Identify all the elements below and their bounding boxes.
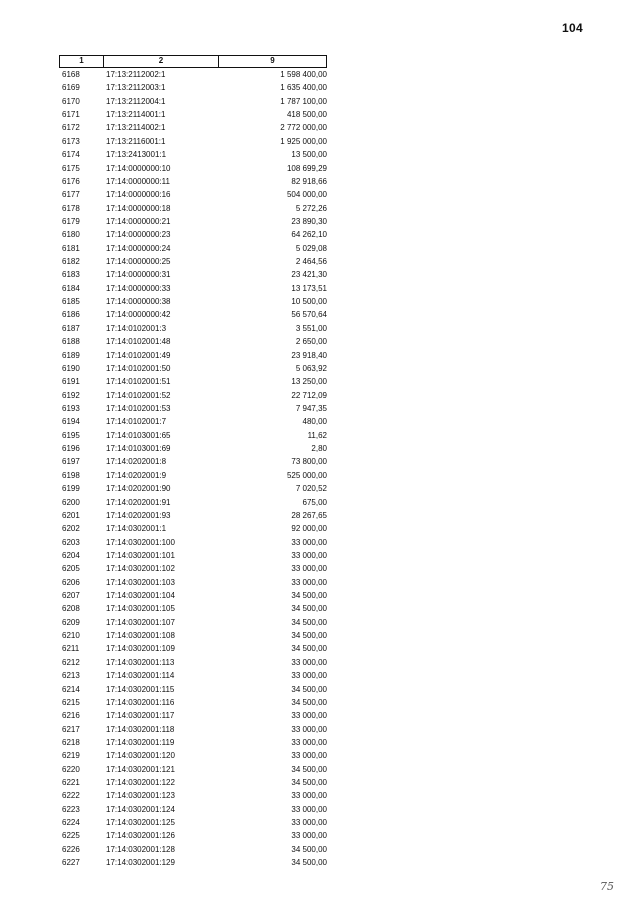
cadastral-number-cell: 17:13:2112003:1 — [106, 83, 166, 93]
table-row — [59, 789, 327, 802]
table-row — [59, 843, 327, 856]
table-row — [59, 562, 327, 575]
row-number-cell: 6195 — [62, 430, 80, 440]
table-row — [59, 856, 327, 869]
value-cell: 34 500,00 — [291, 591, 327, 601]
cadastral-number-cell: 17:14:0302001:116 — [106, 697, 175, 707]
cadastral-number-cell: 17:14:0302001:102 — [106, 564, 175, 574]
cadastral-number-cell: 17:14:0302001:123 — [106, 791, 175, 801]
cadastral-number-cell: 17:14:0302001:122 — [106, 778, 175, 788]
value-cell: 2 650,00 — [295, 337, 327, 347]
value-cell: 34 500,00 — [291, 764, 327, 774]
row-number-cell: 6223 — [62, 804, 80, 814]
table-row — [59, 415, 327, 428]
row-number-cell: 6217 — [62, 724, 80, 734]
table-row — [59, 509, 327, 522]
value-cell: 13 250,00 — [291, 377, 327, 387]
cadastral-number-cell: 17:14:0000000:23 — [106, 230, 171, 240]
row-number-cell: 6182 — [62, 257, 80, 267]
table-body — [59, 68, 327, 870]
cadastral-number-cell: 17:14:0102001:49 — [106, 350, 171, 360]
cadastral-number-cell: 17:14:0302001:1 — [106, 524, 167, 534]
row-number-cell: 6220 — [62, 764, 80, 774]
value-cell: 33 000,00 — [291, 751, 327, 761]
table-row — [59, 95, 327, 108]
value-cell: 13 500,00 — [291, 150, 327, 160]
row-number-cell: 6186 — [62, 310, 80, 320]
table-row — [59, 629, 327, 642]
cadastral-number-cell: 17:14:0102001:7 — [106, 417, 167, 427]
value-cell: 418 500,00 — [286, 110, 327, 120]
value-cell: 33 000,00 — [291, 564, 327, 574]
row-number-cell: 6200 — [62, 497, 80, 507]
row-number-cell: 6214 — [62, 684, 80, 694]
cadastral-number-cell: 17:14:0302001:101 — [106, 550, 175, 560]
table-row — [59, 389, 327, 402]
cadastral-number-cell: 17:14:0102001:51 — [106, 377, 171, 387]
value-cell: 34 500,00 — [291, 858, 327, 868]
value-cell: 33 000,00 — [291, 724, 327, 734]
table-row — [59, 669, 327, 682]
value-cell: 34 500,00 — [291, 697, 327, 707]
row-number-cell: 6192 — [62, 390, 80, 400]
row-number-cell: 6198 — [62, 470, 80, 480]
row-number-cell: 6181 — [62, 243, 80, 253]
row-number-cell: 6175 — [62, 163, 80, 173]
cadastral-number-cell: 17:14:0102001:53 — [106, 403, 171, 413]
value-cell: 34 500,00 — [291, 604, 327, 614]
table-row — [59, 736, 327, 749]
value-cell: 33 000,00 — [291, 831, 327, 841]
value-cell: 33 000,00 — [291, 537, 327, 547]
table-row — [59, 816, 327, 829]
value-cell: 34 500,00 — [291, 684, 327, 694]
table-row — [59, 121, 327, 134]
header-col-9: 9 — [270, 56, 275, 65]
cadastral-number-cell: 17:14:0000000:10 — [106, 163, 171, 173]
row-number-cell: 6213 — [62, 671, 80, 681]
row-number-cell: 6206 — [62, 577, 80, 587]
row-number-cell: 6169 — [62, 83, 80, 93]
cadastral-number-cell: 17:13:2112002:1 — [106, 70, 166, 79]
row-number-cell: 6225 — [62, 831, 80, 841]
table-row — [59, 268, 327, 281]
value-cell: 33 000,00 — [291, 657, 327, 667]
value-cell: 1 598 400,00 — [280, 70, 327, 79]
row-number-cell: 6183 — [62, 270, 80, 280]
row-number-cell: 6179 — [62, 216, 80, 226]
value-cell: 2,80 — [311, 444, 327, 454]
value-cell: 11,62 — [307, 430, 327, 440]
cadastral-number-cell: 17:14:0302001:119 — [106, 737, 175, 747]
cadastral-number-cell: 17:14:0102001:52 — [106, 390, 171, 400]
table-row — [59, 108, 327, 121]
value-cell: 34 500,00 — [291, 844, 327, 854]
row-number-cell: 6177 — [62, 190, 80, 200]
table-row — [59, 402, 327, 415]
value-cell: 33 000,00 — [291, 737, 327, 747]
value-cell: 33 000,00 — [291, 818, 327, 828]
row-number-cell: 6196 — [62, 444, 80, 454]
table-row — [59, 829, 327, 842]
row-number-cell: 6224 — [62, 818, 80, 828]
cadastral-number-cell: 17:14:0102001:3 — [106, 323, 167, 333]
cadastral-number-cell: 17:14:0302001:115 — [106, 684, 175, 694]
row-number-cell: 6180 — [62, 230, 80, 240]
cadastral-number-cell: 17:13:2116001:1 — [106, 136, 166, 146]
table-row — [59, 442, 327, 455]
table-row — [59, 335, 327, 348]
table-row — [59, 68, 327, 81]
row-number-cell: 6208 — [62, 604, 80, 614]
table-row — [59, 255, 327, 268]
row-number-cell: 6202 — [62, 524, 80, 534]
value-cell: 13 173,51 — [291, 283, 327, 293]
row-number-cell: 6171 — [62, 110, 80, 120]
cadastral-number-cell: 17:14:0000000:24 — [106, 243, 171, 253]
cadastral-table — [59, 55, 327, 870]
cadastral-number-cell: 17:14:0102001:50 — [106, 363, 171, 373]
row-number-cell: 6216 — [62, 711, 80, 721]
value-cell: 480,00 — [302, 417, 327, 427]
row-number-cell: 6174 — [62, 150, 80, 160]
cadastral-number-cell: 17:14:0000000:11 — [106, 176, 170, 186]
cadastral-number-cell: 17:14:0000000:18 — [106, 203, 171, 213]
table-header — [59, 55, 327, 68]
table-row — [59, 549, 327, 562]
table-row — [59, 482, 327, 495]
cadastral-number-cell: 17:14:0000000:42 — [106, 310, 171, 320]
row-number-cell: 6168 — [62, 70, 80, 79]
table-row — [59, 202, 327, 215]
table-row — [59, 215, 327, 228]
table-row — [59, 496, 327, 509]
table-row — [59, 228, 327, 241]
cadastral-number-cell: 17:14:0103001:69 — [106, 444, 171, 454]
cadastral-number-cell: 17:14:0302001:124 — [106, 804, 175, 814]
value-cell: 56 570,64 — [291, 310, 327, 320]
value-cell: 23 890,30 — [291, 216, 327, 226]
cadastral-number-cell: 17:14:0302001:104 — [106, 591, 175, 601]
cadastral-number-cell: 17:14:0302001:120 — [106, 751, 175, 761]
row-number-cell: 6199 — [62, 484, 80, 494]
value-cell: 34 500,00 — [291, 778, 327, 788]
value-cell: 33 000,00 — [291, 577, 327, 587]
table-row — [59, 803, 327, 816]
value-cell: 1 925 000,00 — [280, 136, 327, 146]
table-row — [59, 135, 327, 148]
value-cell: 64 262,10 — [291, 230, 327, 240]
row-number-cell: 6207 — [62, 591, 80, 601]
cadastral-number-cell: 17:14:0302001:108 — [106, 631, 175, 641]
value-cell: 5 063,92 — [295, 363, 327, 373]
value-cell: 7 020,52 — [295, 484, 327, 494]
table-row — [59, 81, 327, 94]
value-cell: 73 800,00 — [291, 457, 327, 467]
row-number-cell: 6204 — [62, 550, 80, 560]
cadastral-number-cell: 17:14:0302001:114 — [106, 671, 175, 681]
cadastral-number-cell: 17:14:0202001:91 — [106, 497, 171, 507]
cadastral-number-cell: 17:14:0302001:118 — [106, 724, 175, 734]
table-row — [59, 576, 327, 589]
cadastral-number-cell: 17:14:0202001:8 — [106, 457, 167, 467]
row-number-cell: 6187 — [62, 323, 80, 333]
table-row — [59, 455, 327, 468]
table-row — [59, 602, 327, 615]
row-number-cell: 6226 — [62, 844, 80, 854]
value-cell: 34 500,00 — [291, 644, 327, 654]
table-row — [59, 763, 327, 776]
row-number-cell: 6211 — [62, 644, 80, 654]
row-number-cell: 6184 — [62, 283, 80, 293]
table-row — [59, 188, 327, 201]
cadastral-number-cell: 17:14:0000000:25 — [106, 257, 171, 267]
value-cell: 1 635 400,00 — [280, 83, 327, 93]
value-cell: 7 947,35 — [295, 403, 327, 413]
cadastral-number-cell: 17:13:2114002:1 — [106, 123, 166, 133]
value-cell: 92 000,00 — [291, 524, 327, 534]
table-row — [59, 282, 327, 295]
row-number-cell: 6227 — [62, 858, 80, 868]
cadastral-number-cell: 17:14:0302001:113 — [106, 657, 175, 667]
cadastral-number-cell: 17:14:0302001:128 — [106, 844, 175, 854]
table-row — [59, 148, 327, 161]
row-number-cell: 6215 — [62, 697, 80, 707]
row-number-cell: 6201 — [62, 510, 80, 520]
value-cell: 28 267,65 — [291, 510, 327, 520]
cadastral-number-cell: 17:14:0302001:109 — [106, 644, 175, 654]
header-col-1: 1 — [60, 56, 104, 67]
row-number-cell: 6191 — [62, 377, 80, 387]
row-number-cell: 6172 — [62, 123, 80, 133]
table-row — [59, 349, 327, 362]
value-cell: 2 464,56 — [295, 257, 327, 267]
value-cell: 23 918,40 — [291, 350, 327, 360]
row-number-cell: 6188 — [62, 337, 80, 347]
value-cell: 82 918,66 — [291, 176, 327, 186]
value-cell: 34 500,00 — [291, 617, 327, 627]
value-cell: 5 029,08 — [295, 243, 327, 253]
row-number-cell: 6209 — [62, 617, 80, 627]
value-cell: 33 000,00 — [291, 711, 327, 721]
table-row — [59, 469, 327, 482]
cadastral-number-cell: 17:14:0103001:65 — [106, 430, 171, 440]
row-number-cell: 6170 — [62, 96, 80, 106]
cadastral-number-cell: 17:14:0302001:100 — [106, 537, 175, 547]
table-row — [59, 696, 327, 709]
header-col-2: 2 — [104, 56, 219, 67]
value-cell: 1 787 100,00 — [280, 96, 327, 106]
row-number-cell: 6221 — [62, 778, 80, 788]
cadastral-number-cell: 17:14:0202001:9 — [106, 470, 167, 480]
table-row — [59, 656, 327, 669]
row-number-cell: 6173 — [62, 136, 80, 146]
row-number-cell: 6176 — [62, 176, 80, 186]
value-cell: 34 500,00 — [291, 631, 327, 641]
cadastral-number-cell: 17:14:0302001:125 — [106, 818, 175, 828]
cadastral-number-cell: 17:14:0302001:121 — [106, 764, 175, 774]
row-number-cell: 6219 — [62, 751, 80, 761]
row-number-cell: 6193 — [62, 403, 80, 413]
value-cell: 504 000,00 — [286, 190, 327, 200]
row-number-cell: 6205 — [62, 564, 80, 574]
table-row — [59, 375, 327, 388]
cadastral-number-cell: 17:14:0000000:33 — [106, 283, 171, 293]
value-cell: 33 000,00 — [291, 671, 327, 681]
value-cell: 33 000,00 — [291, 550, 327, 560]
table-row — [59, 616, 327, 629]
table-row — [59, 723, 327, 736]
row-number-cell: 6189 — [62, 350, 80, 360]
cadastral-number-cell: 17:14:0000000:16 — [106, 190, 171, 200]
value-cell: 33 000,00 — [291, 791, 327, 801]
value-cell: 675,00 — [302, 497, 327, 507]
table-row — [59, 776, 327, 789]
table-row — [59, 175, 327, 188]
table-row — [59, 162, 327, 175]
value-cell: 108 699,29 — [286, 163, 327, 173]
cadastral-number-cell: 17:14:0302001:105 — [106, 604, 175, 614]
row-number-cell: 6194 — [62, 417, 80, 427]
table-row — [59, 642, 327, 655]
value-cell: 10 500,00 — [291, 297, 327, 307]
table-row — [59, 589, 327, 602]
value-cell: 22 712,09 — [291, 390, 327, 400]
cadastral-number-cell: 17:14:0302001:126 — [106, 831, 175, 841]
table-row — [59, 749, 327, 762]
row-number-cell: 6203 — [62, 537, 80, 547]
cadastral-number-cell: 17:13:2112004:1 — [106, 96, 166, 106]
value-cell: 33 000,00 — [291, 804, 327, 814]
table-row — [59, 709, 327, 722]
cadastral-number-cell: 17:14:0302001:117 — [106, 711, 175, 721]
row-number-cell: 6185 — [62, 297, 80, 307]
row-number-cell: 6197 — [62, 457, 80, 467]
table-row — [59, 322, 327, 335]
handwritten-mark: 75 — [600, 880, 614, 893]
cadastral-number-cell: 17:14:0302001:129 — [106, 858, 175, 868]
table-row — [59, 295, 327, 308]
cadastral-number-cell: 17:14:0000000:21 — [106, 216, 171, 226]
row-number-cell: 6212 — [62, 657, 80, 667]
table-row — [59, 522, 327, 535]
cadastral-number-cell: 17:13:2114001:1 — [106, 110, 166, 120]
table-row — [59, 536, 327, 549]
row-number-cell: 6178 — [62, 203, 80, 213]
table-row — [59, 242, 327, 255]
table-row — [59, 429, 327, 442]
value-cell: 2 772 000,00 — [280, 123, 327, 133]
value-cell: 23 421,30 — [291, 270, 327, 280]
value-cell: 5 272,26 — [295, 203, 327, 213]
cadastral-number-cell: 17:14:0000000:38 — [106, 297, 171, 307]
table-row — [59, 683, 327, 696]
cadastral-number-cell: 17:13:2413001:1 — [106, 150, 167, 160]
cadastral-number-cell: 17:14:0000000:31 — [106, 270, 171, 280]
row-number-cell: 6190 — [62, 363, 80, 373]
value-cell: 525 000,00 — [286, 470, 327, 480]
page-number: 104 — [562, 21, 583, 35]
table-row — [59, 308, 327, 321]
cadastral-number-cell: 17:14:0202001:90 — [106, 484, 171, 494]
table-row — [59, 362, 327, 375]
cadastral-number-cell: 17:14:0102001:48 — [106, 337, 171, 347]
value-cell: 3 551,00 — [295, 323, 327, 333]
cadastral-number-cell: 17:14:0202001:93 — [106, 510, 171, 520]
cadastral-number-cell: 17:14:0302001:103 — [106, 577, 175, 587]
row-number-cell: 6210 — [62, 631, 80, 641]
cadastral-number-cell: 17:14:0302001:107 — [106, 617, 175, 627]
row-number-cell: 6218 — [62, 737, 80, 747]
row-number-cell: 6222 — [62, 791, 80, 801]
